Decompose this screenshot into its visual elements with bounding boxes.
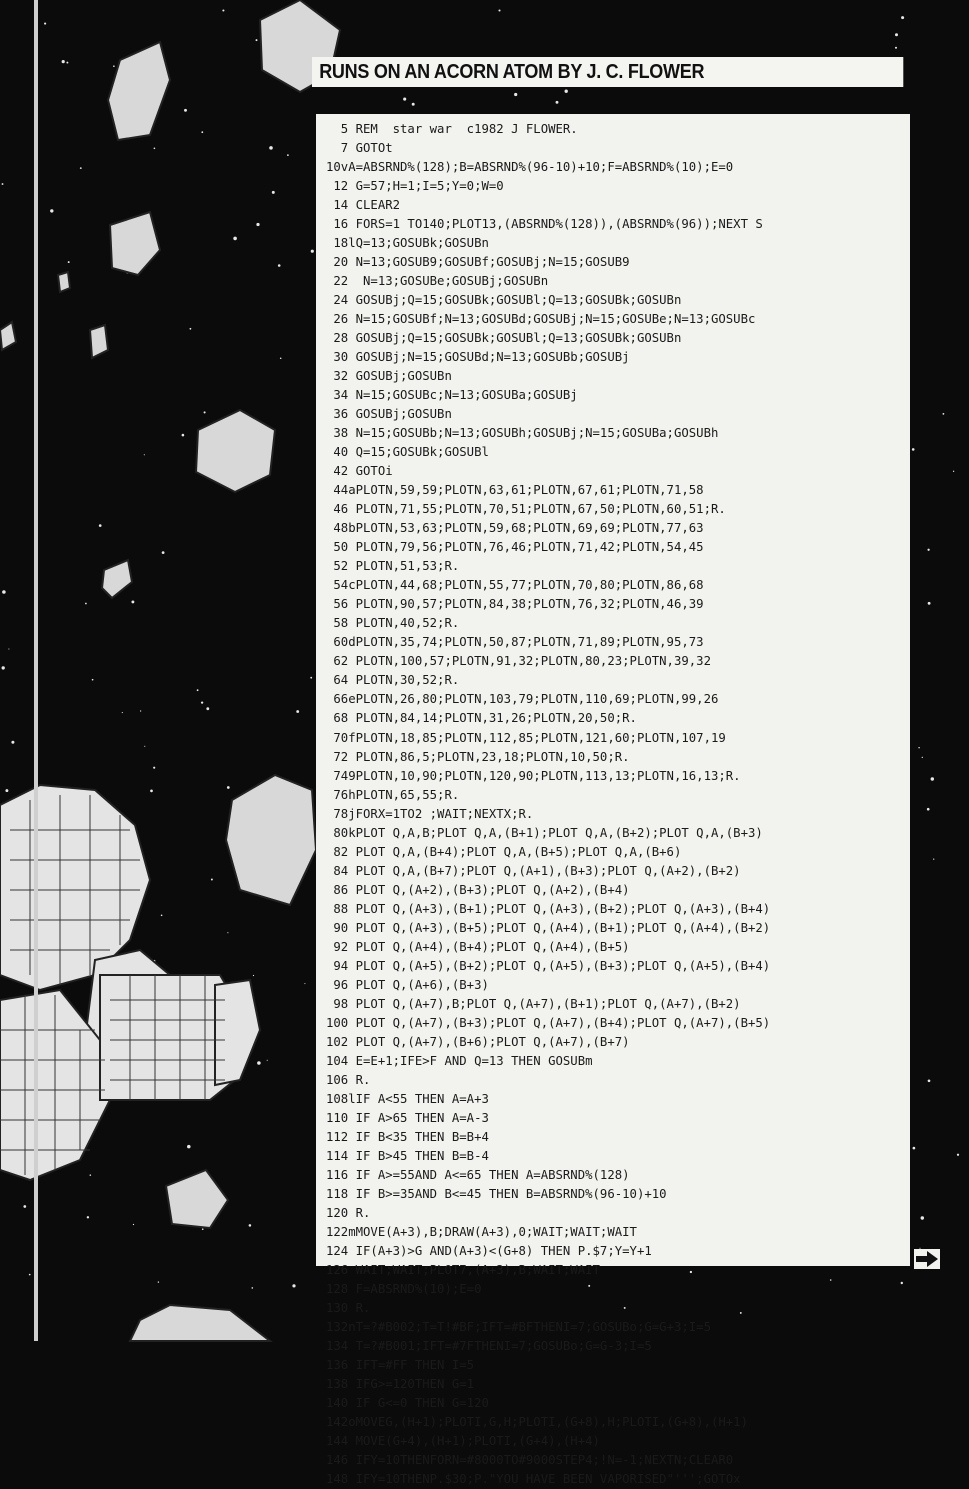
star <box>184 109 187 112</box>
code-line: 86 PLOT Q,(A+2),(B+3);PLOT Q,(A+2),(B+4) <box>326 882 630 897</box>
code-line: 148 IFY=10THENP.$30;P."YOU HAVE BEEN VAPORISED"''';GOTOx <box>326 1472 741 1487</box>
code-line: 104 E=E+1;IFE>F AND Q=13 THEN GOSUBm <box>326 1053 593 1068</box>
star <box>85 603 87 605</box>
code-line: 36 GOSUBj;GOSUBn <box>326 407 452 422</box>
star <box>933 858 934 859</box>
code-line: 134 T=?#B001;IFT=#7FTHENI=7;GOSUBo;G=G-3;I=5 <box>326 1339 652 1353</box>
asteroid <box>226 775 316 905</box>
star <box>918 747 919 748</box>
star <box>92 679 94 681</box>
code-line: 46 PLOTN,71,55;PLOTN,70,51;PLOTN,67,50;PLOTN,60,51;R. <box>326 502 726 517</box>
asteroid <box>108 42 170 140</box>
star <box>942 413 944 415</box>
star <box>153 767 155 769</box>
star <box>931 777 934 780</box>
arrow-right-icon <box>914 1249 940 1269</box>
code-line: 20 N=13;GOSUB9;GOSUBf;GOSUBj;N=15;GOSUB9 <box>326 255 630 270</box>
code-line: 42 GOTOi <box>326 464 393 479</box>
star <box>66 62 68 64</box>
code-line: 112 IF B<35 THEN B=B+4 <box>326 1129 489 1144</box>
star <box>131 600 134 603</box>
asteroid <box>166 1170 228 1228</box>
star <box>272 191 275 194</box>
code-line: 48bPLOTN,53,63;PLOTN,59,68;PLOTN,69,69;PLOTN,77,63 <box>326 521 704 536</box>
star <box>202 1228 204 1230</box>
star <box>278 264 281 267</box>
code-line: 94 PLOT Q,(A+5),(B+2);PLOT Q,(A+5),(B+3);PLOT Q,(A+5),(B+4) <box>326 958 771 973</box>
code-line: 140 IF G<=0 THEN G=120 <box>326 1396 489 1411</box>
star <box>913 1147 916 1150</box>
star <box>190 328 192 330</box>
star <box>50 209 53 212</box>
code-line: 16 FORS=1 TO140;PLOT13,(ABSRND%(128)),(ABSRND%(96));NEXT S <box>326 217 763 232</box>
star <box>162 551 165 554</box>
code-line: 124 IF(A+3)>G AND(A+3)<(G+8) THEN P.$7;Y=Y+1 <box>326 1243 652 1258</box>
star <box>201 131 203 133</box>
code-line: 749PLOTN,10,90;PLOTN,120,90;PLOTN,113,13;PLOTN,16,13;R. <box>326 768 741 783</box>
code-line: 76hPLOTN,65,55;R. <box>326 787 460 802</box>
star <box>412 103 415 106</box>
star <box>8 648 9 649</box>
code-line: 30 GOSUBj;N=15;GOSUBd;N=13;GOSUBb;GOSUBj <box>326 350 630 365</box>
asteroid <box>196 410 275 492</box>
star <box>912 448 915 451</box>
code-line: 5 REM star war c1982 J FLOWER. <box>326 122 578 136</box>
star <box>287 154 289 156</box>
code-line: 32 GOSUBj;GOSUBn <box>326 369 452 384</box>
asteroid <box>90 325 108 358</box>
star <box>928 602 931 605</box>
code-line: 110 IF A>65 THEN A=A-3 <box>326 1110 489 1125</box>
code-line: 28 GOSUBj;Q=15;GOSUBk;GOSUBl;Q=13;GOSUBk;GOSUBn <box>326 331 682 346</box>
star <box>928 1079 931 1082</box>
code-line: 60dPLOTN,35,74;PLOTN,50,87;PLOTN,71,89;PLOTN,95,73 <box>326 635 704 650</box>
star <box>161 915 163 917</box>
code-line: 40 Q=15;GOSUBk;GOSUBl <box>326 445 489 460</box>
star <box>5 789 8 792</box>
star <box>895 33 898 36</box>
code-line: 130 R. <box>326 1300 371 1315</box>
code-line: 138 IFG>=120THEN G=1 <box>326 1377 475 1392</box>
code-line: 144 MOVE(G+4),(H+1);PLOTI,(G+4),(H+4) <box>326 1434 600 1449</box>
code-line: 114 IF B>45 THEN B=B-4 <box>326 1148 489 1163</box>
star <box>233 237 237 241</box>
code-line: 44aPLOTN,59,59;PLOTN,63,61;PLOTN,67,61;PLOTN,71,58 <box>326 483 704 498</box>
code-line: 128 F=ABSRND%(10);E=0 <box>326 1281 482 1296</box>
asteroid <box>102 560 132 598</box>
star <box>498 9 500 11</box>
code-line: 10vA=ABSRND%(128);B=ABSRND%(96-10)+10;F=ABSRND%(10);E=0 <box>326 160 734 175</box>
continue-arrow-box <box>914 1249 940 1269</box>
star <box>182 434 185 437</box>
asteroid <box>0 322 16 350</box>
page-title: RUNS ON AN ACORN ATOM BY J. C. FLOWER <box>312 57 903 87</box>
code-line: 78jFORX=1TO2 ;WAIT;NEXTX;R. <box>326 806 534 821</box>
star <box>921 1216 924 1219</box>
star <box>249 1224 252 1227</box>
code-line: 118 IF B>=35AND B<=45 THEN B=ABSRND%(96-10)+10 <box>326 1186 667 1201</box>
asteroid <box>130 1305 270 1341</box>
star <box>895 47 897 49</box>
code-line: 116 IF A>=55AND A<=65 THEN A=ABSRND%(128) <box>326 1167 630 1182</box>
star <box>144 454 145 455</box>
code-line: 26 N=15;GOSUBf;N=13;GOSUBd;GOSUBj;N=15;GOSUBe;N=13;GOSUBc <box>326 312 756 327</box>
star <box>257 1061 261 1065</box>
star <box>2 183 4 185</box>
code-line: 70fPLOTN,18,85;PLOTN,112,85;PLOTN,121,60;PLOTN,107,19 <box>326 730 726 745</box>
star <box>87 1216 89 1218</box>
code-line: 7 GOTOt <box>326 141 393 156</box>
star <box>2 590 6 594</box>
code-line: 84 PLOT Q,A,(B+7);PLOT Q,(A+1),(B+3);PLOT Q,(A+2),(B+2) <box>326 863 741 878</box>
star <box>144 746 145 747</box>
star <box>901 16 904 19</box>
code-line: 136 IFT=#FF THEN I=5 <box>326 1358 475 1373</box>
star <box>122 712 123 713</box>
star <box>133 1224 134 1225</box>
code-line: 90 PLOT Q,(A+3),(B+5);PLOT Q,(A+4),(B+1);PLOT Q,(A+4),(B+2) <box>326 920 771 935</box>
basic-program-listing <box>316 114 910 1487</box>
code-line: 96 PLOT Q,(A+6),(B+3) <box>326 977 489 992</box>
code-line: 18lQ=13;GOSUBk;GOSUBn <box>326 236 489 251</box>
star <box>296 710 299 713</box>
code-line: 64 PLOTN,30,52;R. <box>326 673 460 688</box>
code-line: 108lIF A<55 THEN A=A+3 <box>326 1091 489 1106</box>
code-line: 98 PLOT Q,(A+7),B;PLOT Q,(A+7),(B+1);PLOT Q,(A+7),(B+2) <box>326 996 741 1011</box>
star <box>62 60 65 63</box>
page-edge-rule <box>34 0 38 1341</box>
star <box>304 983 305 984</box>
code-line: 66ePLOTN,26,80;PLOTN,103,79;PLOTN,110,69;PLOTN,99,26 <box>326 692 719 707</box>
star <box>90 1174 92 1176</box>
code-line: 80kPLOT Q,A,B;PLOT Q,A,(B+1);PLOT Q,A,(B+2);PLOT Q,A,(B+3) <box>326 825 763 840</box>
star <box>252 1287 254 1289</box>
star <box>2 666 5 669</box>
star <box>269 146 273 150</box>
code-line: 88 PLOT Q,(A+3),(B+1);PLOT Q,(A+3),(B+2);PLOT Q,(A+3),(B+4) <box>326 901 771 916</box>
asteroid <box>110 212 160 275</box>
star <box>311 250 314 253</box>
code-line: 52 PLOTN,51,53;R. <box>326 559 460 574</box>
star <box>197 689 199 691</box>
code-line: 34 N=15;GOSUBc;N=13;GOSUBa;GOSUBj <box>326 388 578 403</box>
star <box>922 757 923 758</box>
code-line: 12 G=57;H=1;I=5;Y=0;W=0 <box>326 179 504 194</box>
code-line: 120 R. <box>326 1205 371 1220</box>
star <box>514 93 517 96</box>
spaceship <box>0 785 260 1180</box>
star <box>44 23 46 25</box>
code-line: 126 WAIT;WAIT;PLOT7,(A+3),B;WAIT;WAIT <box>326 1262 600 1277</box>
star <box>927 808 930 811</box>
star <box>113 65 115 67</box>
code-line: 92 PLOT Q,(A+4),(B+4);PLOT Q,(A+4),(B+5) <box>326 939 630 954</box>
star <box>256 39 258 41</box>
star <box>158 1281 159 1282</box>
star <box>211 879 213 881</box>
star <box>201 701 203 703</box>
star <box>292 1284 295 1287</box>
code-line: 22 N=13;GOSUBe;GOSUBj;GOSUBn <box>326 274 549 289</box>
code-line: 14 CLEAR2 <box>326 198 401 213</box>
star <box>253 975 254 976</box>
code-line: 24 GOSUBj;Q=15;GOSUBk;GOSUBl;Q=13;GOSUBk;GOSUBn <box>326 293 682 308</box>
code-line: 122mMOVE(A+3),B;DRAW(A+3),0;WAIT;WAIT;WAIT <box>326 1224 637 1239</box>
code-line: 106 R. <box>326 1072 371 1087</box>
code-line: 54cPLOTN,44,68;PLOTN,55,77;PLOTN,70,80;PLOTN,86,68 <box>326 578 704 593</box>
star <box>80 167 82 169</box>
code-line: 50 PLOTN,79,56;PLOTN,76,46;PLOTN,71,42;PLOTN,54,45 <box>326 540 704 555</box>
star <box>154 147 156 149</box>
star <box>953 471 954 472</box>
star <box>310 677 312 679</box>
code-line: 82 PLOT Q,A,(B+4);PLOT Q,A,(B+5);PLOT Q,A,(B+6) <box>326 844 682 859</box>
star <box>204 411 206 413</box>
code-line: 132nT=?#B002;T=T!#BF;IFT=#BFTHENI=7;GOSUBo;G=G+3;I=5 <box>326 1319 711 1334</box>
code-line: 56 PLOTN,90,57;PLOTN,84,38;PLOTN,76,32;PLOTN,46,39 <box>326 597 704 612</box>
star <box>11 741 14 744</box>
star <box>222 9 224 11</box>
star <box>267 1060 268 1061</box>
code-line: 68 PLOTN,84,14;PLOTN,31,26;PLOTN,20,50;R. <box>326 711 637 726</box>
star <box>23 1205 26 1208</box>
star <box>68 261 70 263</box>
star <box>29 1274 31 1276</box>
code-line: 62 PLOTN,100,57;PLOTN,91,32;PLOTN,80,23;PLOTN,39,32 <box>326 654 711 669</box>
star <box>565 90 568 93</box>
star <box>187 1145 191 1149</box>
code-line: 38 N=15;GOSUBb;N=13;GOSUBh;GOSUBj;N=15;GOSUBa;GOSUBh <box>326 426 719 441</box>
star <box>957 1154 959 1156</box>
code-line: 58 PLOTN,40,52;R. <box>326 616 460 631</box>
star <box>206 707 209 710</box>
star <box>927 549 929 551</box>
asteroid <box>58 272 70 292</box>
star <box>99 524 102 527</box>
code-line: 72 PLOTN,86,5;PLOTN,23,18;PLOTN,10,50;R. <box>326 749 630 764</box>
star <box>403 98 406 101</box>
star <box>227 786 230 789</box>
code-line: 102 PLOT Q,(A+7),(B+6);PLOT Q,(A+7),(B+7) <box>326 1034 630 1049</box>
code-line: 146 IFY=10THENFORN=#8000TO#9000STEP4;!N=-1;NEXTN;CLEAR0 <box>326 1453 734 1468</box>
star <box>280 357 282 359</box>
star <box>140 710 141 711</box>
star <box>556 101 559 104</box>
code-line: 100 PLOT Q,(A+7),(B+3);PLOT Q,(A+7),(B+4);PLOT Q,(A+7),(B+5) <box>326 1015 771 1030</box>
star <box>150 790 153 793</box>
star <box>227 932 228 933</box>
code-line: 142oMOVEG,(H+1);PLOTI,G,H;PLOTI,(G+8),H;PLOTI,(G+8),(H+1) <box>326 1415 748 1430</box>
star <box>256 223 259 226</box>
